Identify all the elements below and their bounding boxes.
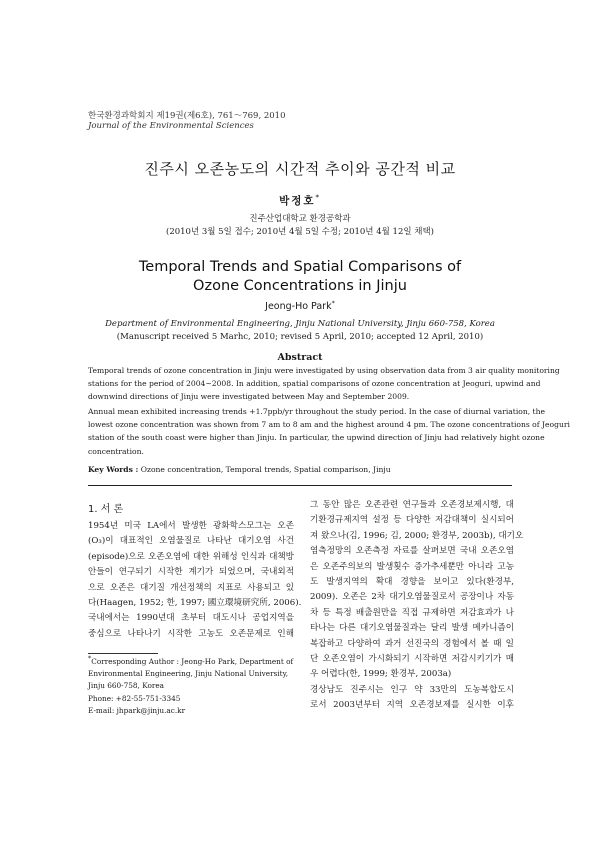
- section-divider: [88, 485, 512, 486]
- journal-citation: 한국환경과학회지 제19권(제6호), 761～769, 2010: [88, 111, 286, 121]
- abstract-line: station of the south coast were higher than Jinju. In particular, the upwind direction of Jinju had relatively hight ozone: [88, 433, 545, 443]
- body-line: 은 오존주의보의 발생횟수 증가추세뿐만 아니라 고농: [310, 561, 514, 572]
- korean-affiliation: 진주산업대학교 환경공학과: [249, 214, 351, 224]
- abstract-line: concentration.: [88, 446, 144, 456]
- footnote-line: E-mail: jhpark@jinju.ac.kr: [88, 705, 186, 715]
- body-line: 차 등 특정 배출원만을 직접 규제하면 저감효과가 나: [310, 607, 514, 618]
- english-title-line: Ozone Concentrations in Jinju: [193, 278, 407, 294]
- abstract-line: downwind directions of Jinju were investigated between May and September 2009.: [88, 392, 410, 402]
- abstract-line: Temporal trends of ozone concentration in Jinju were investigated by using observation data from 3 air quality monitoring: [88, 366, 560, 375]
- body-line: 염측정망의 오존측정 자료를 살펴보면 국내 오존오염: [310, 546, 514, 557]
- footnote-line: [88, 656, 298, 668]
- body-line: 으로 오존은 대기질 개선정책의 지표로 사용되고 있: [88, 582, 294, 593]
- body-line: 타나는 다른 대기오염물질과는 달리 발생 메카니즘이: [310, 623, 514, 634]
- korean-author-name: 박정호: [279, 195, 316, 207]
- body-line: 도 발생지역의 확대 경향을 보이고 있다(환경부,: [310, 576, 514, 587]
- body-line: 기환경규제지역 설정 등 다양한 저감대책이 실시되어: [310, 515, 514, 526]
- body-line: 안들이 연구되기 시작한 계기가 되었으며, 국내외적: [88, 567, 294, 578]
- body-line: 중심으로 나타나기 시작한 고농도 오존문제로 인해: [88, 628, 294, 639]
- body-line: 다(Haagen, 1952; 한, 1997; 國立環境研究所, 2006).: [88, 597, 302, 608]
- abstract-heading: Abstract: [277, 352, 323, 363]
- abstract-line: lowest ozone concentration was shown from 7 am to 8 am and the highest around 4 pm. The ozone concentrations of Jeoguri: [88, 420, 570, 430]
- body-line: (O₃)이 대표적인 오염물질로 나타난 대기오염 사건: [88, 536, 294, 547]
- body-line: 그 동안 많은 오존관련 연구들과 오존경보제시행, 대: [310, 500, 514, 510]
- english-author-name: Jeong-Ho Park: [265, 301, 332, 312]
- footnote-mark: *: [88, 654, 92, 663]
- english-title: [0, 258, 600, 296]
- footnote-line: Jinju 660-758, Korea: [88, 681, 165, 691]
- footnote-text: Corresponding Author : Jeong-Ho Park, Department of: [91, 657, 294, 666]
- korean-title: 진주시 오존농도의 시간적 추이와 공간적 비교: [144, 160, 456, 178]
- footnote: [88, 656, 298, 717]
- body-line: 우 어렵다(한, 1999; 환경부, 2003a): [310, 669, 452, 680]
- english-dates: (Manuscript received 5 Marhc, 2010; revised 5 April, 2010; accepted 12 April, 2010): [116, 332, 484, 342]
- body-line: 져 왔으나(김, 1996; 김, 2000; 환경부, 2003b), 대기오: [310, 530, 524, 541]
- section-heading: 1. 서 론: [88, 504, 124, 515]
- keywords-label: Key Words :: [88, 465, 139, 474]
- body-line: 국내에서는 1990년대 초부터 대도시나 공업지역을: [88, 613, 294, 624]
- abstract-paragraph-1: [88, 364, 560, 404]
- english-title-line: Temporal Trends and Spatial Comparisons of: [138, 259, 462, 275]
- journal-name: Journal of the Environmental Sciences: [88, 121, 254, 131]
- body-line: 2009). 오존은 2차 대기오염물질로서 공장이나 자동: [310, 592, 514, 603]
- abstract-line: Annual mean exhibited increasing trends +1.7ppb/yr throughout the study period. In the case of diurnal variation, the: [88, 407, 545, 416]
- right-column-text: [310, 498, 524, 713]
- keywords: [88, 465, 391, 474]
- body-line: 로서 2003년부터 지역 오존경보제를 실시한 이후: [310, 700, 514, 711]
- abstract-paragraph-2: [88, 405, 570, 458]
- english-author-mark: *: [331, 298, 335, 307]
- body-line: 경상남도 진주시는 인구 약 33만의 도농복합도시: [310, 684, 514, 695]
- footnote-line: Environmental Engineering, Jinju National University,: [88, 669, 289, 679]
- english-affiliation: Department of Environmental Engineering, Jinju National University, Jinju 660-758, Korea: [105, 319, 495, 329]
- body-line: 단 오존오염이 가시화되기 시작하면 저감시키기가 매: [310, 653, 514, 664]
- footnote-line: Phone: +82-55-751-3345: [88, 693, 181, 703]
- keywords-text: Ozone concentration, Temporal trends, Spatial comparison, Jinju: [138, 465, 391, 474]
- abstract-line: stations for the period of 2004~2008. In addition, spatial comparisons of ozone concentration at Jeoguri, upwind and: [88, 379, 541, 389]
- body-line: 1954년 미국 LA에서 발생한 광화학스모그는 오존: [88, 521, 294, 531]
- body-line: (episode)으로 오존오염에 대한 위해성 인식과 대책방: [88, 551, 294, 562]
- korean-dates: (2010년 3월 5일 접수; 2010년 4월 5일 수정; 2010년 4월 12일 채택): [166, 227, 434, 237]
- korean-author-mark: *: [315, 193, 321, 202]
- english-author: [0, 298, 600, 312]
- korean-author: [0, 193, 600, 208]
- left-column-text: [88, 519, 302, 642]
- footnote-divider: [88, 653, 158, 654]
- body-line: 복잡하고 다양하여 과거 선진국의 경험에서 볼 때 일: [310, 638, 514, 649]
